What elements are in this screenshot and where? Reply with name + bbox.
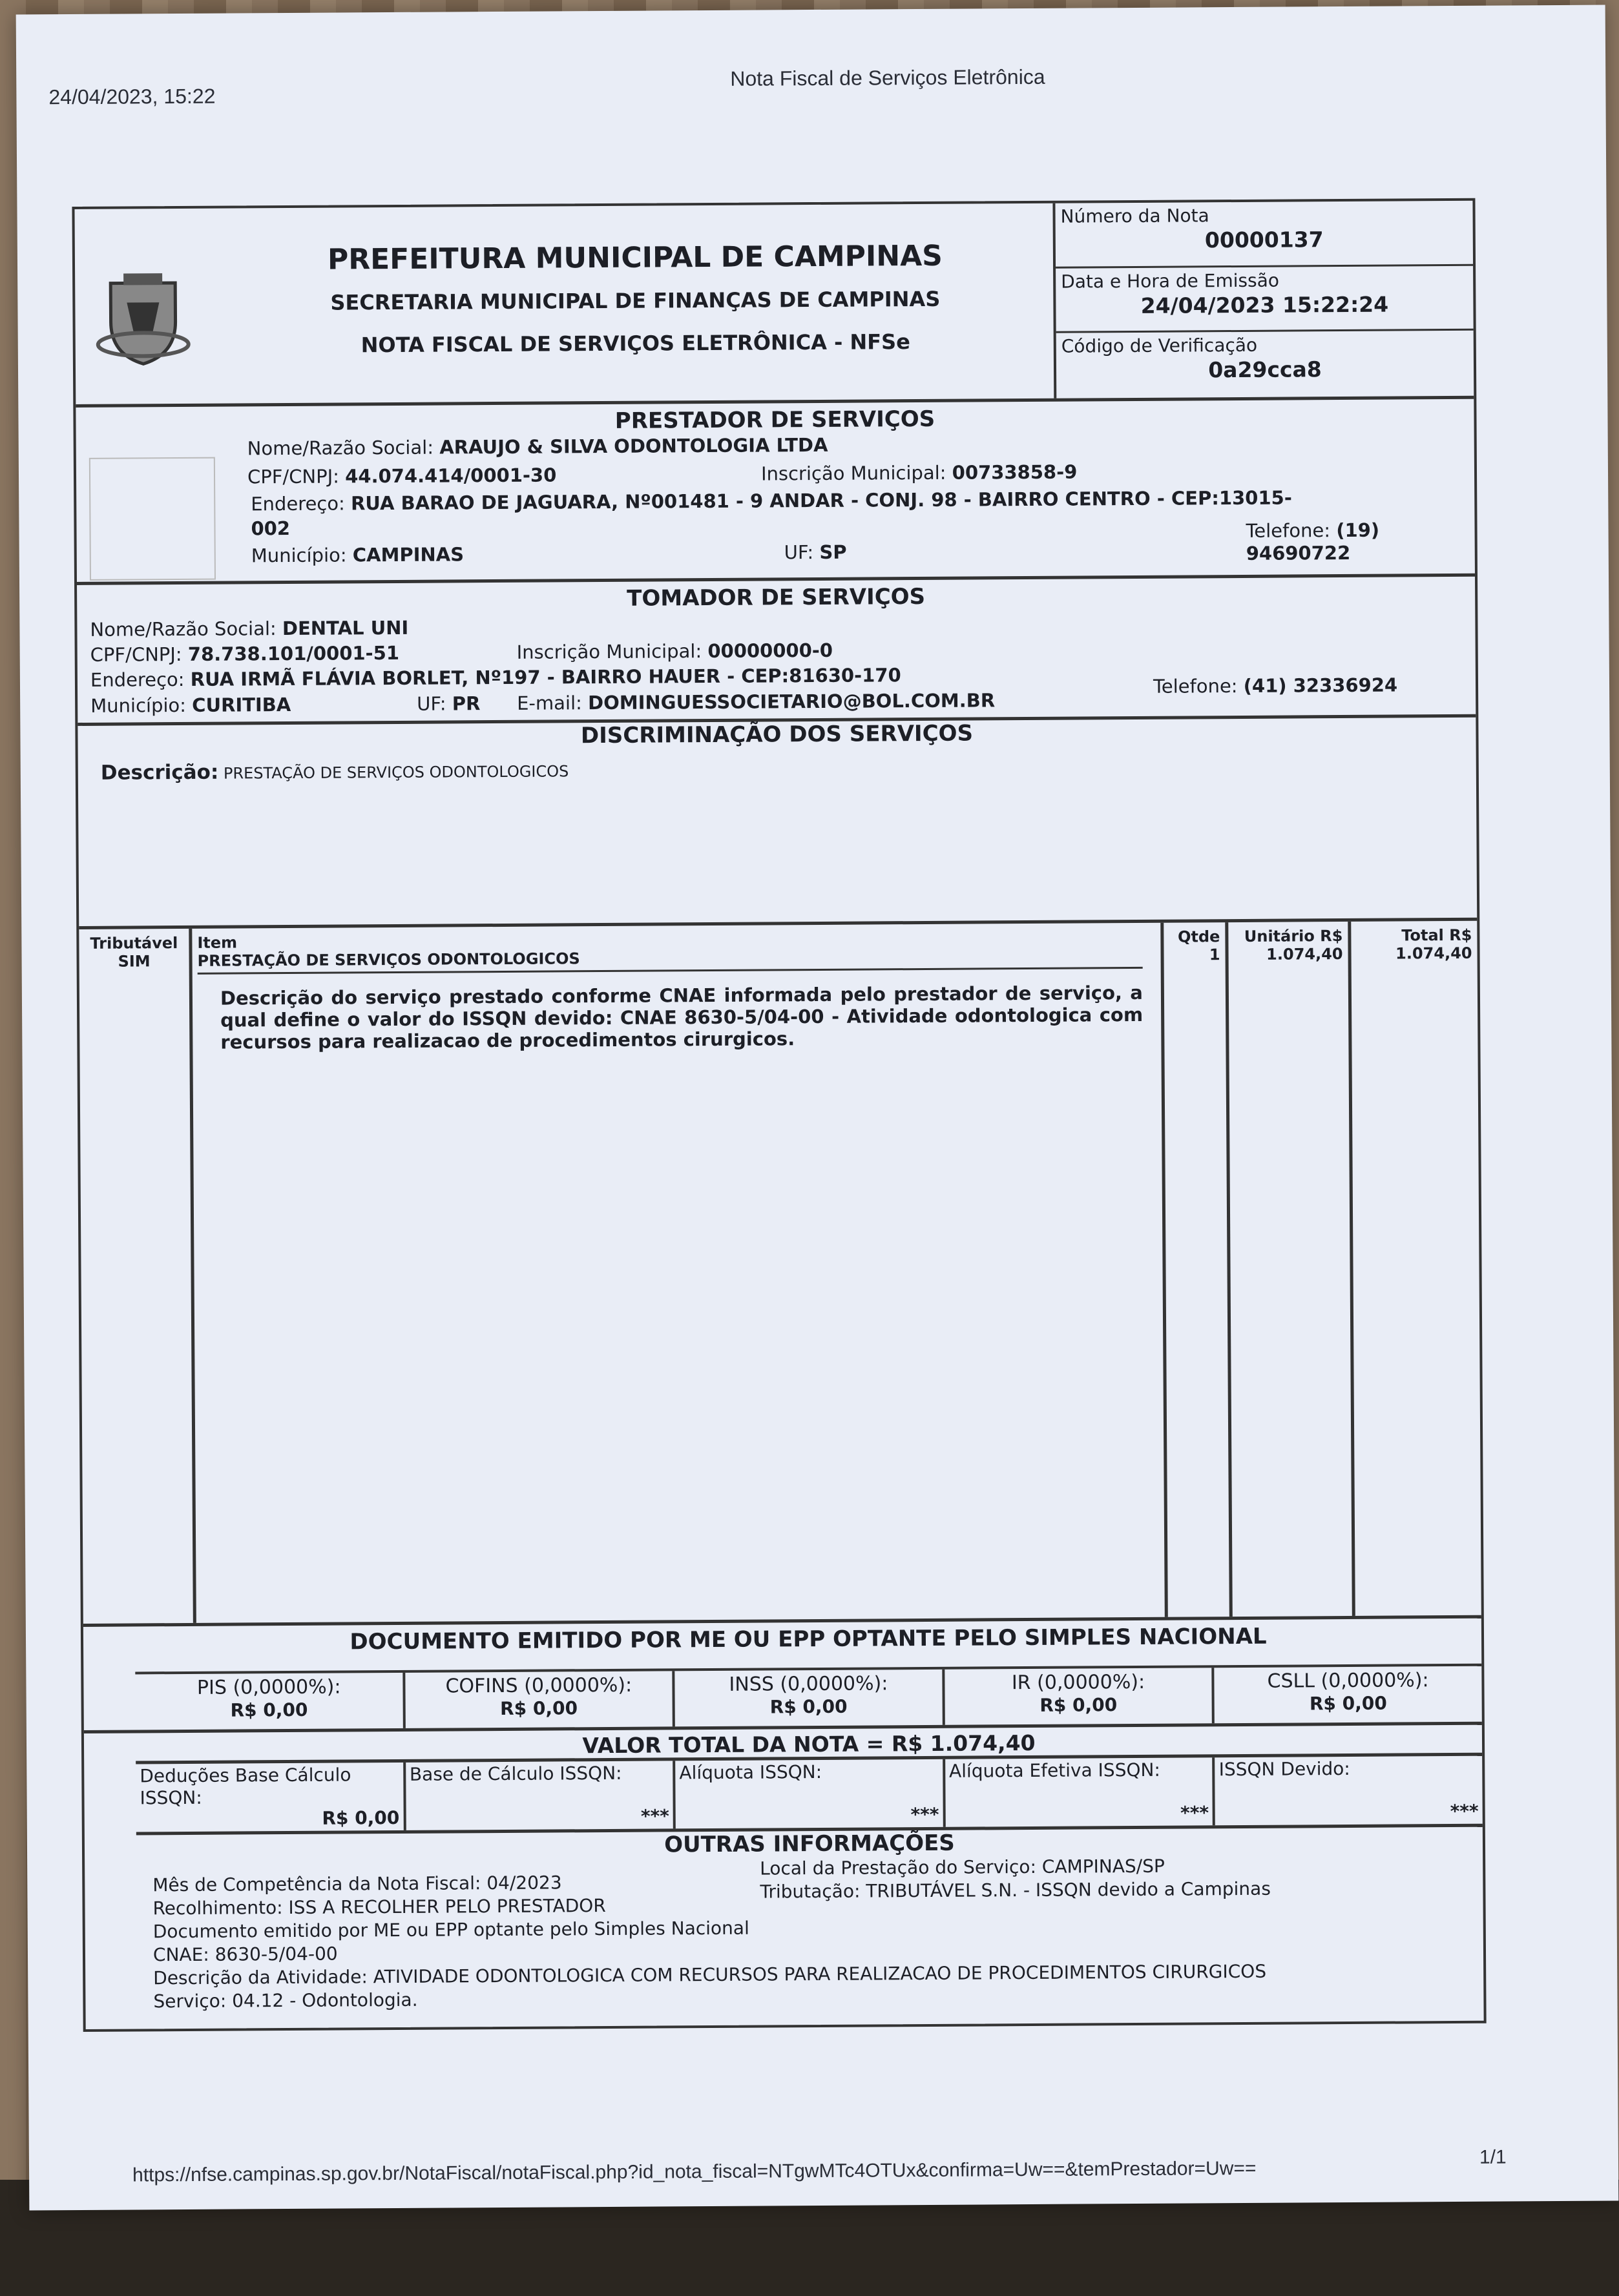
- issqn-section: [136, 1756, 1483, 1836]
- tax-value: R$ 0,00: [500, 1697, 578, 1720]
- issqn-value: ***: [910, 1804, 939, 1826]
- verification-code-box: [1056, 331, 1474, 398]
- issqn-value: R$ 0,00: [322, 1807, 400, 1829]
- description: PRESTAÇÃO DE SERVIÇOS ODONTOLOGICOS: [223, 762, 569, 783]
- issqn-aliquota-efetiva: [945, 1757, 1215, 1826]
- outras-informacoes-section: [136, 1827, 1484, 2029]
- tax-label: COFINS (0,0000%):: [445, 1673, 632, 1698]
- info-line: Local da Prestação do Serviço: CAMPINAS/SP: [760, 1855, 1165, 1879]
- tomador-title: TOMADOR DE SERVIÇOS: [627, 583, 926, 612]
- tax-ir: [945, 1668, 1215, 1725]
- prestador-uf: SP: [819, 541, 847, 563]
- city-hall-title: PREFEITURA MUNICIPAL DE CAMPINAS: [327, 239, 943, 276]
- issqn-label: Alíquota ISSQN:: [679, 1761, 822, 1784]
- prestador-name: ARAUJO & SILVA ODONTOLOGIA LTDA: [439, 433, 828, 459]
- info-line: Serviço: 04.12 - Odontologia.: [153, 1989, 418, 2012]
- tomador-city: CURITIBA: [192, 693, 291, 716]
- outras-title: OUTRAS INFORMAÇÕES: [664, 1830, 955, 1858]
- tomador-uf-label: UF:: [417, 692, 446, 715]
- issqn-deducoes: [136, 1763, 406, 1832]
- city-coat-of-arms-icon: [88, 270, 198, 367]
- issqn-label: ISSQN Devido:: [1218, 1757, 1350, 1781]
- info-line: Recolhimento: ISS A RECOLHER PELO PRESTADOR: [152, 1894, 606, 1919]
- items-table: [79, 921, 1481, 1627]
- invoice-number-box: [1055, 201, 1473, 269]
- prestador-im: 00733858-9: [952, 460, 1078, 484]
- issqn-label: Deduções Base Cálculo ISSQN:: [140, 1764, 351, 1809]
- tomador-uf: PR: [452, 692, 481, 715]
- prestador-phone-label: Telefone:: [1246, 519, 1331, 542]
- item-total: 1.074,40: [1395, 944, 1472, 963]
- tomador-email-label: E-mail:: [517, 692, 582, 714]
- tomador-address: RUA IRMÃ FLÁVIA BORLET, Nº197 - BAIRRO HAUER - CEP:81630-170: [190, 664, 901, 690]
- tax-value: R$ 0,00: [1309, 1692, 1387, 1715]
- print-page-number: 1/1: [1479, 2146, 1507, 2168]
- invoice-total: VALOR TOTAL DA NOTA = R$ 1.074,40: [136, 1725, 1482, 1764]
- print-datetime: 24/04/2023, 15:22: [48, 84, 216, 109]
- description-label: Descrição:: [100, 760, 219, 785]
- invoice-number: 00000137: [1204, 227, 1324, 253]
- info-line: Documento emitido por ME ou EPP optante pelo Simples Nacional: [152, 1917, 749, 1943]
- nfse-document: [72, 198, 1486, 2032]
- prestador-im-label: Inscrição Municipal:: [760, 461, 946, 485]
- tax-label: IR (0,0000%):: [1011, 1670, 1145, 1695]
- issqn-devido: [1215, 1756, 1483, 1825]
- item-detail: Descrição do serviço prestado conforme CNAE informada pelo prestador de serviço, a qual define o valor do ISSQN devido: CNAE 8630-5/04-00 - Atividade odontologica com recursos para realizacao de procedimentos cirurgicos.: [220, 981, 1144, 1053]
- prestador-address-label: Endereço:: [251, 492, 345, 515]
- tax-csll: [1215, 1666, 1482, 1724]
- item-tributavel: SIM: [118, 952, 151, 971]
- tomador-phone: (41) 32336924: [1243, 674, 1398, 697]
- document-type: NOTA FISCAL DE SERVIÇOS ELETRÔNICA - NFSe: [360, 329, 910, 358]
- broken-image-icon: [89, 457, 216, 581]
- issqn-value: ***: [640, 1805, 669, 1827]
- print-title: Nota Fiscal de Serviços Eletrônica: [730, 65, 1045, 90]
- tax-label: PIS (0,0000%):: [196, 1675, 341, 1699]
- tomador-cnpj-label: CPF/CNPJ:: [90, 643, 182, 666]
- col-qtde-header: Qtde: [1177, 927, 1220, 946]
- printed-page: [16, 5, 1619, 2211]
- info-line: Mês de Competência da Nota Fiscal: 04/2023: [152, 1872, 562, 1896]
- issue-date-label: Data e Hora de Emissão: [1061, 269, 1280, 293]
- tomador-address-label: Endereço:: [90, 668, 185, 691]
- prestador-city: CAMPINAS: [352, 543, 465, 566]
- discriminacao-section: [78, 718, 1477, 929]
- secretaria-subtitle: SECRETARIA MUNICIPAL DE FINANÇAS DE CAMPINAS: [330, 286, 941, 315]
- item-unitario: 1.074,40: [1266, 945, 1343, 964]
- issqn-label: Alíquota Efetiva ISSQN:: [948, 1759, 1160, 1782]
- prestador-cnpj-label: CPF/CNPJ:: [247, 465, 340, 488]
- tomador-city-label: Município:: [90, 694, 187, 717]
- tax-pis: [135, 1673, 405, 1730]
- tomador-cnpj: 78.738.101/0001-51: [187, 641, 400, 665]
- prestador-title: PRESTADOR DE SERVIÇOS: [614, 406, 935, 434]
- info-line: Tributação: TRIBUTÁVEL S.N. - ISSQN devido a Campinas: [760, 1877, 1271, 1903]
- tax-value: R$ 0,00: [230, 1699, 308, 1721]
- print-url: https://nfse.campinas.sp.gov.br/NotaFiscal/notaFiscal.php?id_nota_fiscal=NTgwMTc4OTUx&confirma=Uw==&temPrestador=Uw==: [132, 2157, 1257, 2186]
- tax-value: R$ 0,00: [1039, 1694, 1118, 1716]
- tomador-name: DENTAL UNI: [282, 616, 409, 640]
- prestador-uf-label: UF:: [784, 541, 814, 564]
- tax-label: CSLL (0,0000%):: [1267, 1669, 1429, 1693]
- tax-value: R$ 0,00: [769, 1695, 848, 1718]
- issqn-base: [406, 1761, 676, 1830]
- header-section: [74, 201, 1474, 408]
- issue-date-box: [1056, 265, 1474, 333]
- tax-inss: [675, 1670, 945, 1727]
- col-total-header: Total R$: [1401, 926, 1472, 945]
- prestador-address-cont: 002: [251, 517, 291, 540]
- prestador-phone: 94690722: [1246, 541, 1351, 564]
- col-item-header: Item: [197, 933, 238, 952]
- item-qtde: 1: [1209, 946, 1220, 964]
- simples-title: DOCUMENTO EMITIDO POR ME OU EPP OPTANTE PELO SIMPLES NACIONAL: [350, 1623, 1267, 1655]
- info-line: Descrição da Atividade: ATIVIDADE ODONTOLOGICA COM RECURSOS PARA REALIZACAO DE PROCEDIMENTOS CIRURGICOS: [153, 1960, 1267, 1989]
- tomador-im: 00000000-0: [707, 639, 833, 663]
- prestador-section: [76, 399, 1475, 585]
- tomador-email: DOMINGUESSOCIETARIO@BOL.COM.BR: [587, 689, 996, 714]
- prestador-name-label: Nome/Razão Social:: [247, 436, 434, 460]
- tomador-section: [77, 577, 1476, 726]
- invoice-number-label: Número da Nota: [1060, 205, 1209, 227]
- issqn-label: Base de Cálculo ISSQN:: [409, 1762, 622, 1785]
- issue-date: 24/04/2023 15:22:24: [1140, 291, 1389, 318]
- simples-section: [83, 1619, 1482, 1733]
- col-unitario-header: Unitário R$: [1244, 927, 1343, 946]
- discriminacao-title: DISCRIMINAÇÃO DOS SERVIÇOS: [580, 720, 974, 749]
- tomador-phone-label: Telefone:: [1153, 675, 1238, 698]
- prestador-address: RUA BARAO DE JAGUARA, Nº001481 - 9 ANDAR - CONJ. 98 - BAIRRO CENTRO - CEP:13015-: [350, 486, 1292, 515]
- tax-cofins: [405, 1671, 675, 1728]
- col-tributavel-header: Tributável: [90, 934, 178, 953]
- info-line: CNAE: 8630-5/04-00: [152, 1943, 338, 1966]
- prestador-cnpj: 44.074.414/0001-30: [345, 464, 557, 488]
- item-name: PRESTAÇÃO DE SERVIÇOS ODONTOLOGICOS: [198, 946, 1143, 975]
- issqn-aliquota: [675, 1759, 945, 1828]
- tomador-im-label: Inscrição Municipal:: [516, 640, 702, 663]
- verification-code: 0a29cca8: [1208, 357, 1322, 383]
- tax-label: INSS (0,0000%):: [729, 1672, 888, 1696]
- issqn-value: ***: [1450, 1800, 1479, 1823]
- prestador-phone-area: (19): [1336, 519, 1380, 542]
- issqn-value: ***: [1180, 1802, 1209, 1824]
- verification-code-label: Código de Verificação: [1061, 334, 1258, 357]
- prestador-city-label: Município:: [251, 544, 347, 567]
- tomador-name-label: Nome/Razão Social:: [90, 617, 277, 641]
